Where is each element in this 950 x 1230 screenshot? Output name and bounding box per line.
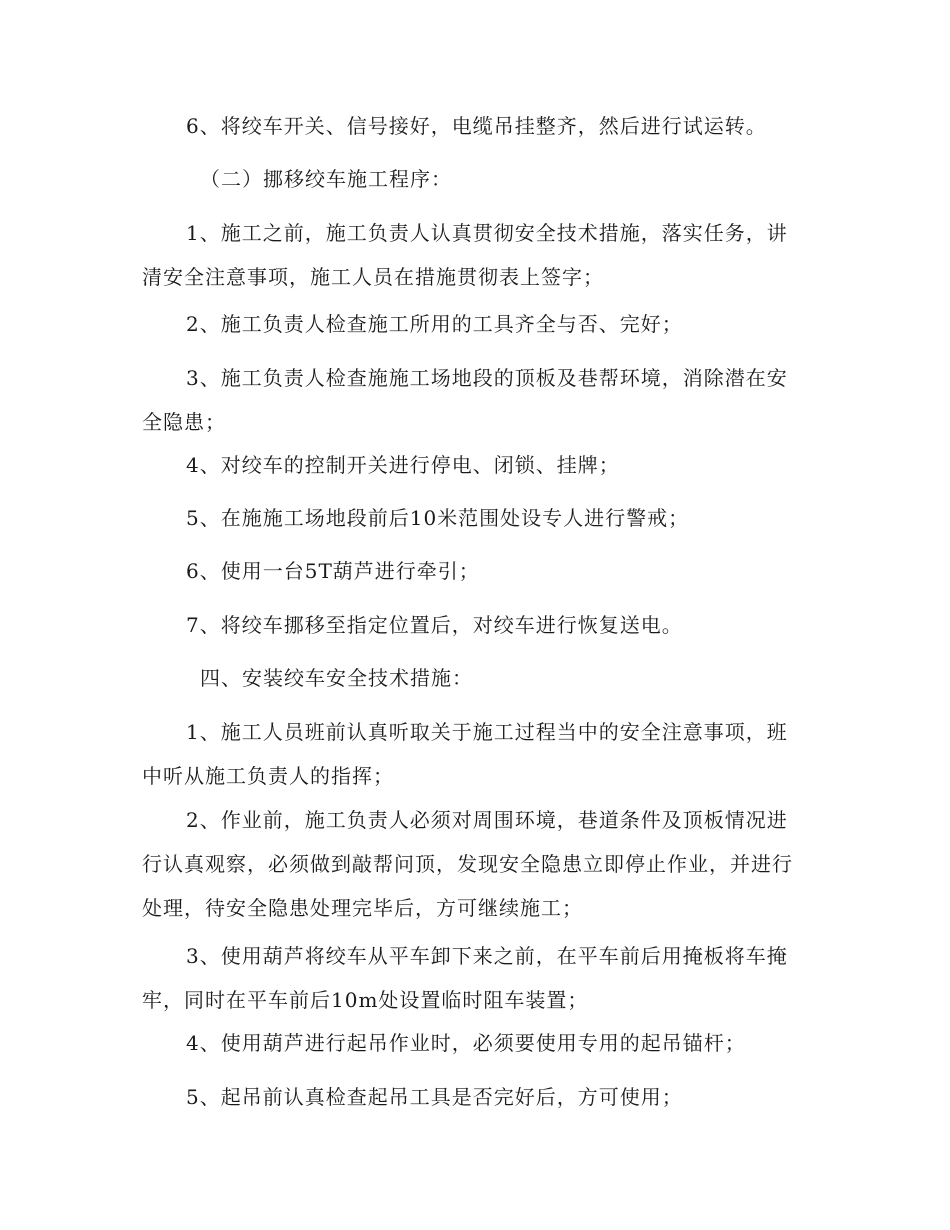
paragraph-relocation-step-2: 2、施工负责人检查施工所用的工具齐全与否、完好； [186, 312, 683, 336]
paragraph-relocation-step-1: 1、施工之前，施工负责人认真贯彻安全技术措施，落实任务，讲清安全注意事项，施工人员在措施贯彻表上签字； [142, 221, 788, 289]
paragraph-safety-measure-4: 4、使用葫芦进行起吊作业时，必须要使用专用的起吊锚杆； [186, 1031, 746, 1055]
paragraph-safety-measure-5: 5、起吊前认真检查起吊工具是否完好后，方可使用； [186, 1085, 683, 1109]
paragraph-safety-measure-2: 2、作业前，施工负责人必须对周围环境，巷道条件及顶板情况进行认真观察，必须做到敲帮问顶，发现安全隐患立即停止作业，并进行处理，待安全隐患处理完毕后，方可继续施工； [142, 808, 793, 920]
section-heading-winch-relocation: （二）挪移绞车施工程序： [200, 167, 452, 191]
paragraph-relocation-step-4: 4、对绞车的控制开关进行停电、闭锁、挂牌； [186, 453, 620, 477]
paragraph-winch-test-run: 6、将绞车开关、信号接好，电缆吊挂整齐，然后进行试运转。 [186, 114, 767, 138]
paragraph-relocation-step-6: 6、使用一台5T葫芦进行牵引； [186, 559, 480, 583]
paragraph-relocation-step-7: 7、将绞车挪移至指定位置后，对绞车进行恢复送电。 [186, 613, 683, 637]
paragraph-relocation-step-5: 5、在施施工场地段前后10米范围处设专人进行警戒； [186, 506, 690, 530]
paragraph-safety-measure-3: 3、使用葫芦将绞车从平车卸下来之前，在平车前后用掩板将车掩牢，同时在平车前后10m处设置临时阻车装置； [142, 944, 788, 1012]
section-heading-installation-safety: 四、安装绞车安全技术措施： [200, 666, 473, 690]
paragraph-safety-measure-1: 1、施工人员班前认真听取关于施工过程当中的安全注意事项，班中听从施工负责人的指挥； [142, 720, 788, 788]
paragraph-relocation-step-3: 3、施工负责人检查施施工场地段的顶板及巷帮环境，消除潜在安全隐患； [142, 366, 788, 434]
